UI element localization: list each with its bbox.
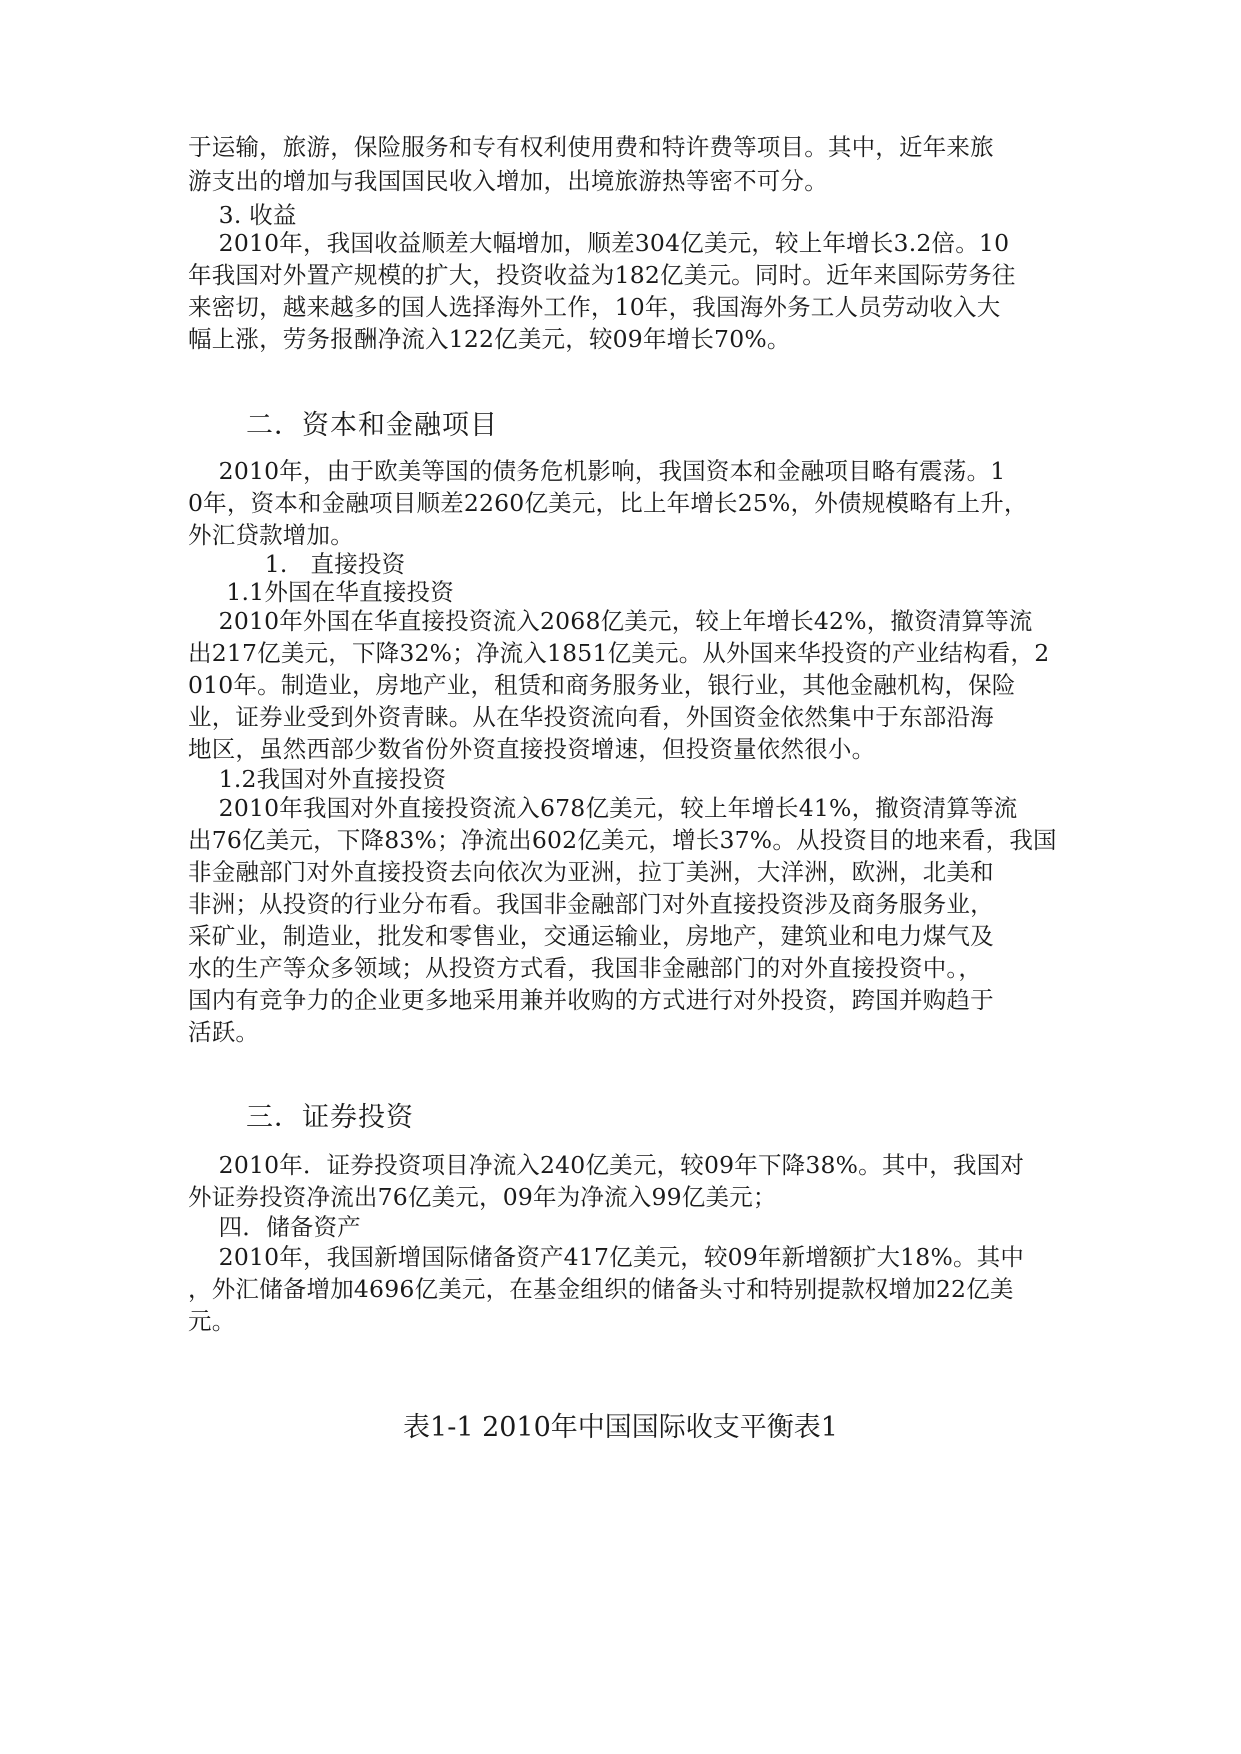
list-heading-reserves: 四．储备资产	[188, 1213, 361, 1241]
section-heading-capital-financial: 二．资本和金融项目	[246, 410, 498, 441]
paragraph-line: ，外汇储备增加4696亿美元，在基金组织的储备头寸和特别提款权增加22亿美	[188, 1275, 1014, 1303]
paragraph-line: 2010年，我国新增国际储备资产417亿美元，较09年新增额扩大18%。其中	[188, 1243, 1025, 1271]
paragraph-line: 2010年外国在华直接投资流入2068亿美元，较上年增长42%，撤资清算等流	[188, 607, 1033, 635]
list-heading-income: 3. 收益	[188, 201, 297, 229]
paragraph-line: 0年，资本和金融项目顺差2260亿美元，比上年增长25%，外债规模略有上升，	[188, 489, 1028, 517]
sub-heading-fdi-inflow: 1.1外国在华直接投资	[188, 578, 454, 606]
paragraph-line: 2010年．证券投资项目净流入240亿美元，较09年下降38%。其中，我国对	[188, 1151, 1025, 1179]
paragraph-line: 元。	[188, 1307, 236, 1335]
section-heading-securities: 三．证券投资	[246, 1102, 414, 1133]
paragraph-line: 幅上涨，劳务报酬净流入122亿美元，较09年增长70%。	[188, 325, 791, 353]
paragraph-line: 出76亿美元，下降83%；净流出602亿美元，增长37%。从投资目的地来看，我国	[188, 826, 1057, 854]
paragraph-line: 来密切，越来越多的国人选择海外工作，10年，我国海外务工人员劳动收入大	[188, 293, 1001, 321]
paragraph-line: 地区，虽然西部少数省份外资直接投资增速，但投资量依然很小。	[188, 735, 876, 763]
paragraph-line: 2010年，我国收益顺差大幅增加，顺差304亿美元，较上年增长3.2倍。10	[188, 229, 1010, 257]
paragraph-line: 2010年我国对外直接投资流入678亿美元，较上年增长41%，撤资清算等流	[188, 794, 1018, 822]
sub-heading-odi: 1.2我国对外直接投资	[188, 765, 447, 793]
paragraph-line: 采矿业，制造业，批发和零售业，交通运输业，房地产，建筑业和电力煤气及	[188, 922, 994, 950]
table-caption: 表1-1 2010年中国国际收支平衡表1	[403, 1412, 838, 1443]
paragraph-line: 活跃。	[188, 1018, 260, 1046]
paragraph-line: 业，证券业受到外资青睐。从在华投资流向看，外国资金依然集中于东部沿海	[188, 703, 994, 731]
paragraph-line: 水的生产等众多领域；从投资方式看，我国非金融部门的对外直接投资中。，	[188, 954, 983, 982]
paragraph-line: 于运输，旅游，保险服务和专有权利使用费和特许费等项目。其中，近年来旅	[188, 133, 994, 161]
paragraph-line: 非洲；从投资的行业分布看。我国非金融部门对外直接投资涉及商务服务业，	[188, 890, 994, 918]
paragraph-line: 外证券投资净流出76亿美元，09年为净流入99亿美元；	[188, 1183, 777, 1211]
list-heading-direct-investment: 1. 直接投资	[188, 550, 406, 578]
paragraph-line: 出217亿美元，下降32%；净流入1851亿美元。从外国来华投资的产业结构看，2	[188, 639, 1050, 667]
paragraph-line: 外汇贷款增加。	[188, 521, 354, 549]
paragraph-line: 2010年，由于欧美等国的债务危机影响，我国资本和金融项目略有震荡。1	[188, 457, 1006, 485]
paragraph-line: 年我国对外置产规模的扩大，投资收益为182亿美元。同时。近年来国际劳务往	[188, 261, 1016, 289]
paragraph-line: 010年。制造业，房地产业，租赁和商务服务业，银行业，其他金融机构，保险	[188, 671, 1016, 699]
paragraph-line: 国内有竞争力的企业更多地采用兼并收购的方式进行对外投资，跨国并购趋于	[188, 986, 994, 1014]
paragraph-line: 非金融部门对外直接投资去向依次为亚洲，拉丁美洲，大洋洲，欧洲，北美和	[188, 858, 994, 886]
paragraph-line: 游支出的增加与我国国民收入增加，出境旅游热等密不可分。	[188, 167, 828, 195]
